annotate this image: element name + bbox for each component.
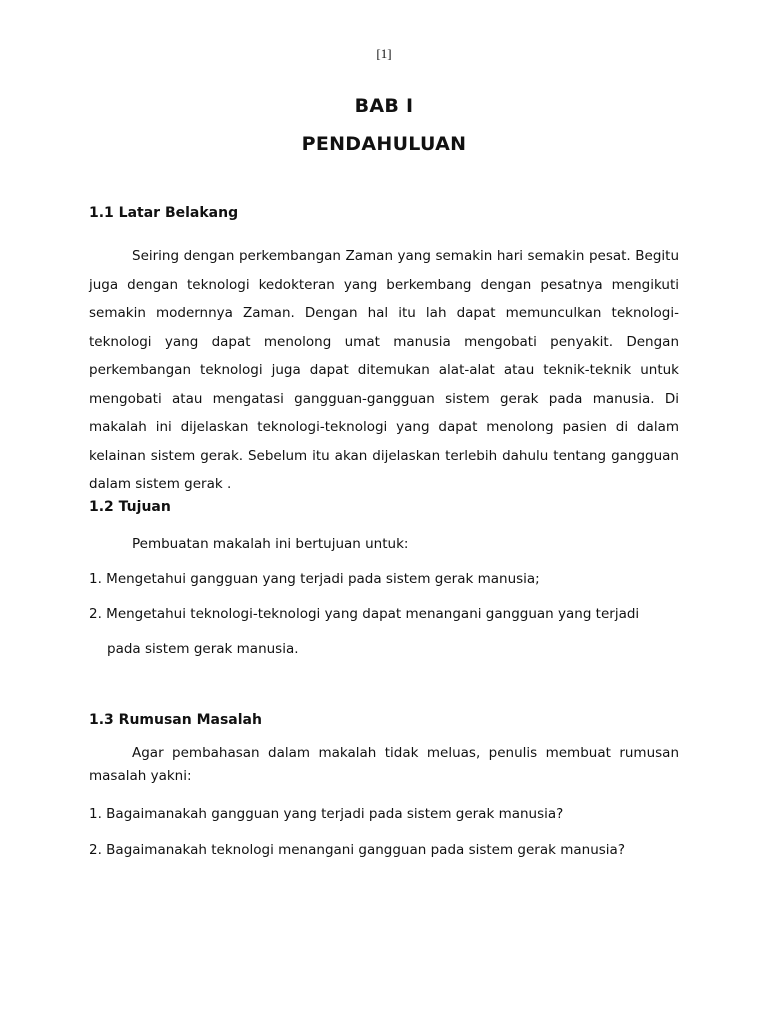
section-heading-tujuan: 1.2 Tujuan	[89, 499, 171, 515]
rumusan-masalah-list-item: 1. Bagaimanakah gangguan yang terjadi pada sistem gerak manusia?	[89, 806, 564, 822]
tujuan-list-item: 2. Mengetahui teknologi-teknologi yang dapat menangani gangguan yang terjadi	[89, 606, 640, 622]
tujuan-intro: Pembuatan makalah ini bertujuan untuk:	[132, 536, 409, 552]
latar-belakang-paragraph: Seiring dengan perkembangan Zaman yang semakin hari semakin pesat. Begitu juga dengan teknologi kedokteran yang berkembang dengan pesatnya mengikuti semakin modernnya Zaman. Dengan hal itu lah dapat memunculkan teknologi-teknologi yang dapat menolong umat manusia mengobati penyakit. Dengan perkembangan teknologi juga dapat ditemukan alat-alat atau teknik-teknik untuk mengobati atau mengatasi gangguan-gangguan sistem gerak pada manusia. Di makalah ini dijelaskan teknologi-teknologi yang dapat menolong pasien di dalam kelainan sistem gerak. Sebelum itu akan dijelaskan terlebih dahulu tentang gangguan dalam sistem gerak .	[89, 248, 679, 492]
section-heading-rumusan-masalah: 1.3 Rumusan Masalah	[89, 712, 262, 728]
rumusan-masalah-intro: Agar pembahasan dalam makalah tidak meluas, penulis membuat rumusan masalah yakni:	[89, 745, 679, 784]
chapter-title: PENDAHULUAN	[301, 133, 467, 155]
tujuan-list-item-continuation: pada sistem gerak manusia.	[107, 641, 299, 657]
page-number: [1]	[376, 46, 392, 61]
rumusan-masalah-list-item: 2. Bagaimanakah teknologi menangani gangguan pada sistem gerak manusia?	[89, 842, 625, 858]
section-heading-latar-belakang: 1.1 Latar Belakang	[89, 205, 239, 221]
tujuan-list-item: 1. Mengetahui gangguan yang terjadi pada sistem gerak manusia;	[89, 571, 540, 587]
chapter-number: BAB I	[354, 95, 414, 117]
